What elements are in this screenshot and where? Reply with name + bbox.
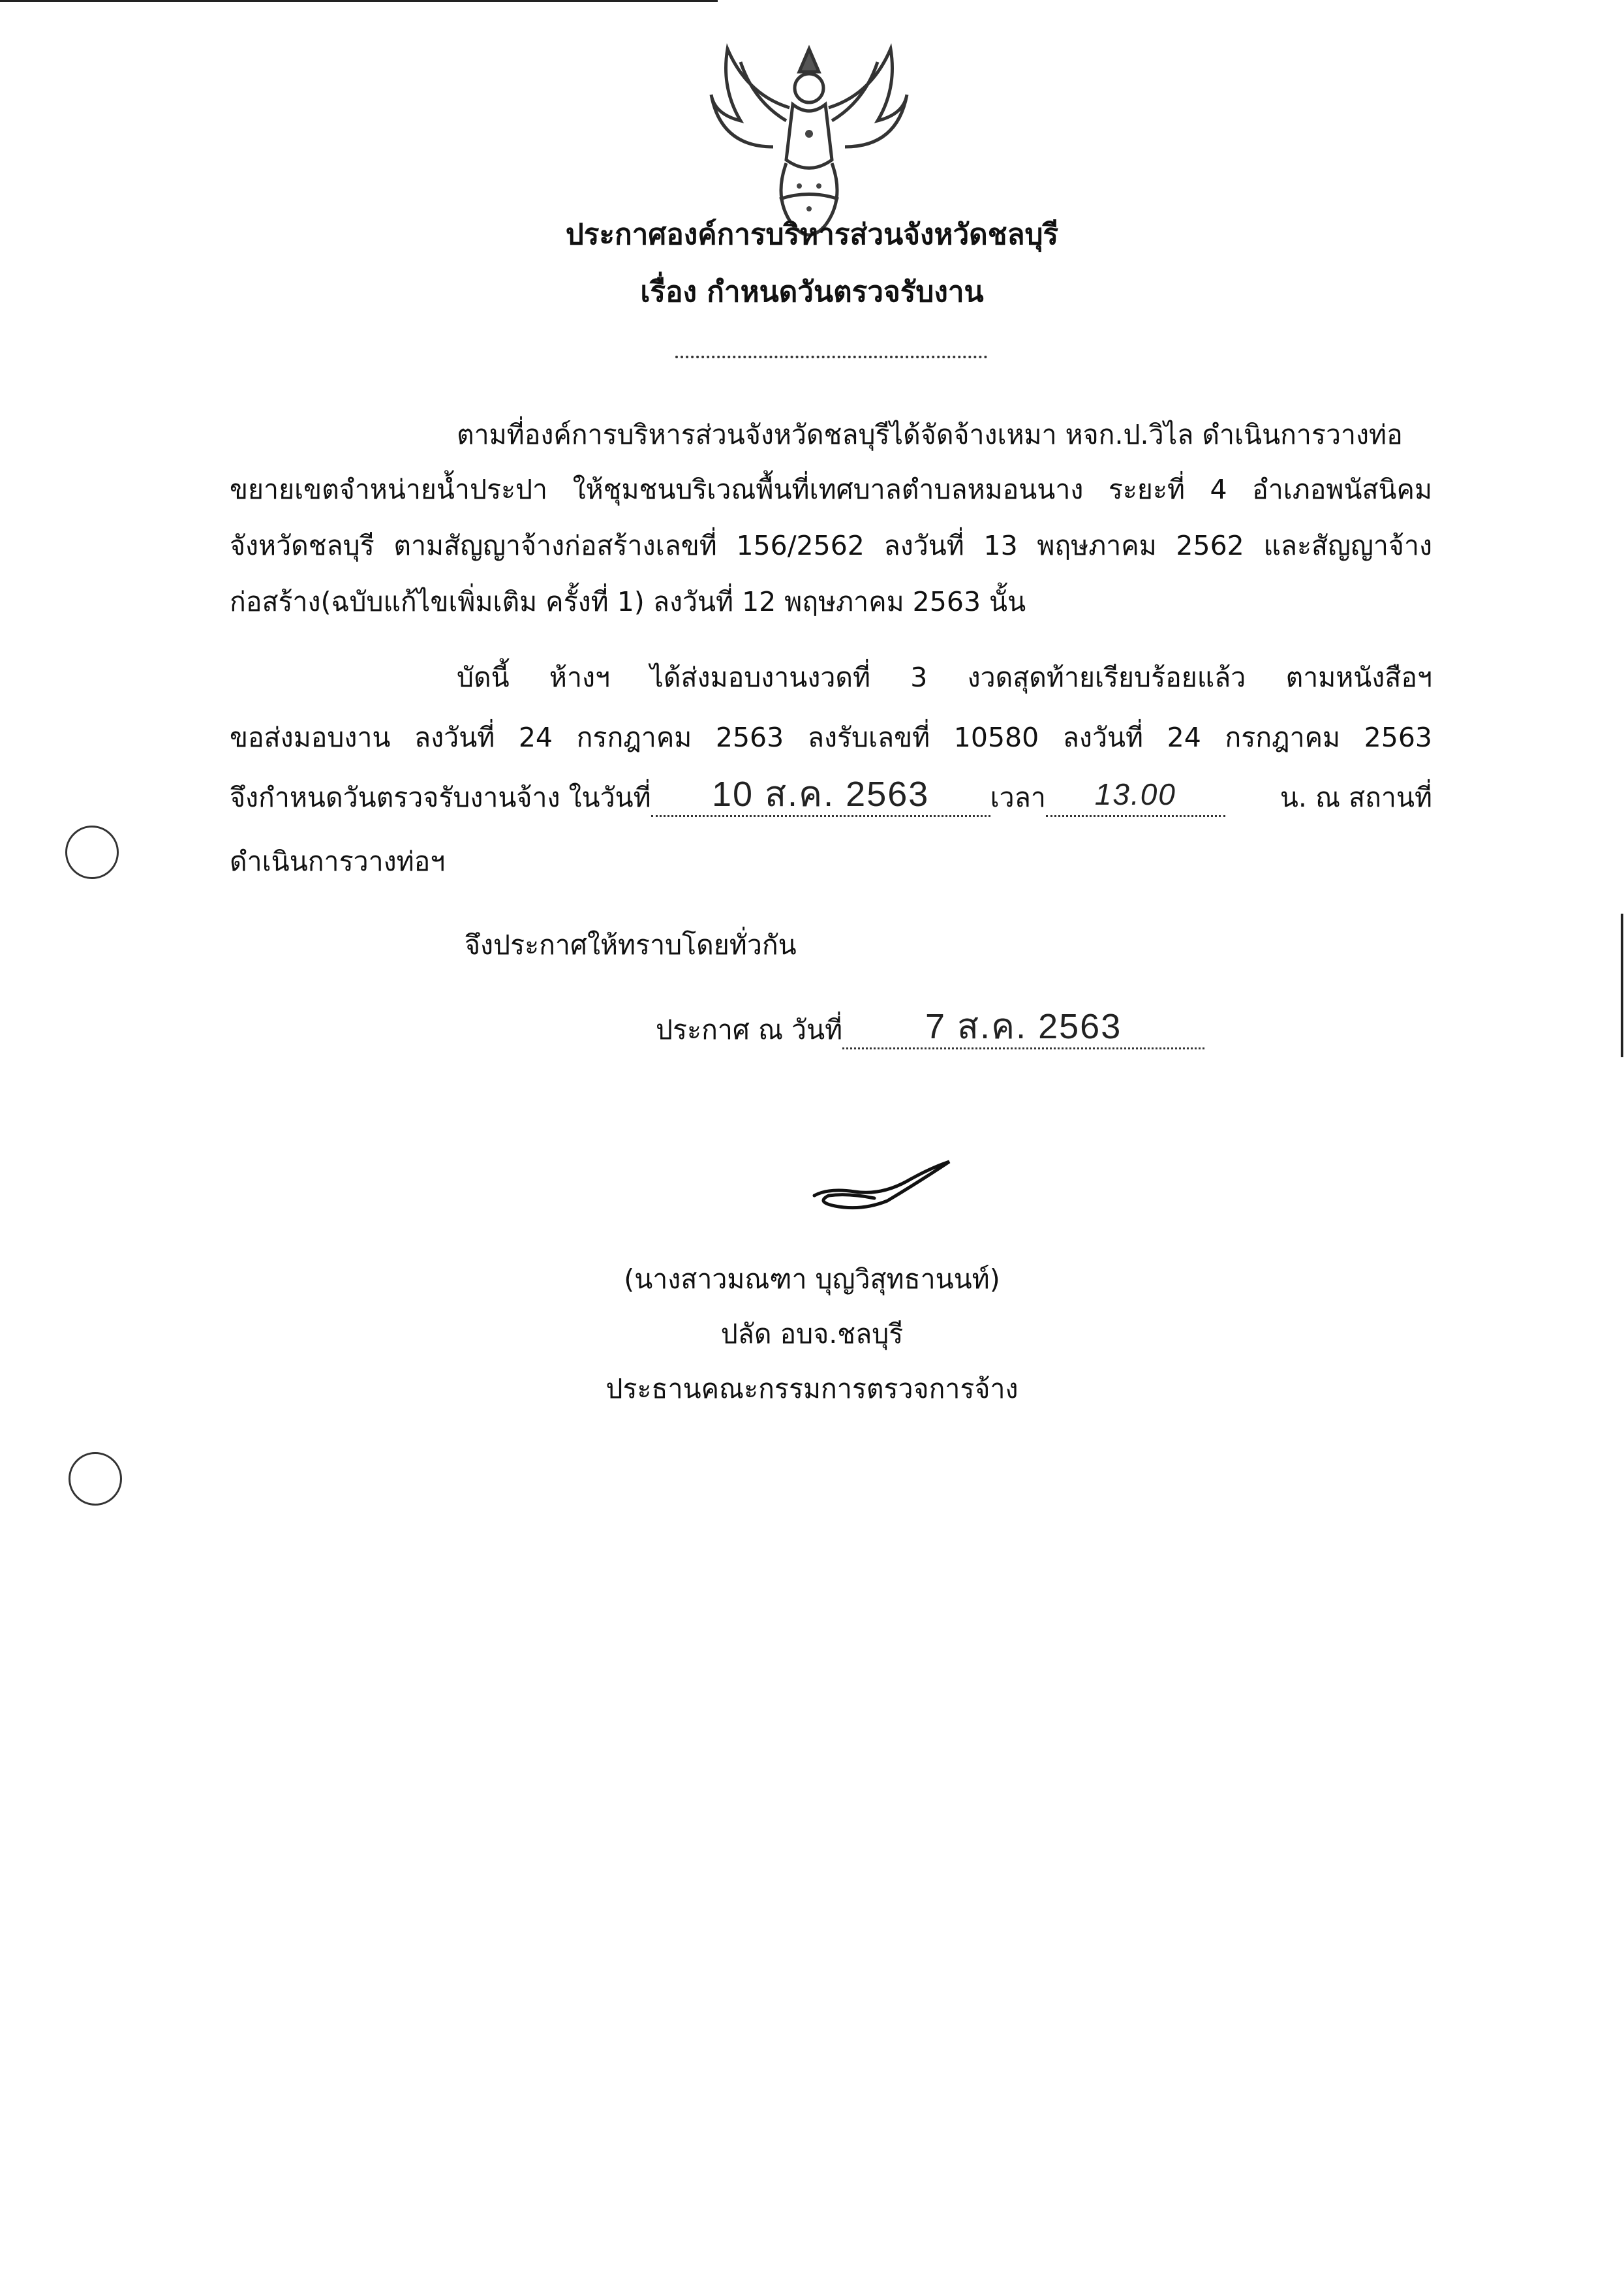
paragraph2-line3: [230, 775, 1432, 817]
paragraph1-line2: ขยายเขตจำหน่ายน้ำประปา ให้ชุมชนบริเวณพื้นที่เทศบาลตำบลหมอนนาง ระยะที่ 4 อำเภอพนัสนิคม: [230, 474, 1432, 505]
punch-hole-bottom: [69, 1452, 122, 1506]
closing-statement: จึงประกาศให้ทราบโดยทั่วกัน: [465, 929, 797, 961]
inspection-time-field: [1046, 777, 1225, 817]
inspection-date-prefix: จึงกำหนดวันตรวจรับงานจ้าง ในวันที่: [230, 782, 651, 813]
announce-date-field: [842, 1007, 1204, 1049]
paragraph2-line4: ดำเนินการวางท่อฯ: [230, 846, 446, 877]
signatory-name: (นางสาวมณฑา บุญวิสุทธานนท์): [624, 1263, 1000, 1295]
paragraph2-line2: ขอส่งมอบงาน ลงวันที่ 24 กรกฎาคม 2563 ลงรับเลขที่ 10580 ลงวันที่ 24 กรกฎาคม 2563: [230, 722, 1432, 753]
paragraph1-line3: จังหวัดชลบุรี ตามสัญญาจ้างก่อสร้างเลขที่ 156/2562 ลงวันที่ 13 พฤษภาคม 2562 และสัญญาจ้าง: [230, 530, 1432, 561]
inspection-date-handwritten: 10 ส.ค. 2563: [712, 775, 930, 814]
paragraph1-line4: ก่อสร้าง(ฉบับแก้ไขเพิ่มเติม ครั้งที่ 1) ลงวันที่ 12 พฤษภาคม 2563 นั้น: [230, 586, 1026, 617]
document-title: ประกาศองค์การบริหารส่วนจังหวัดชลบุรี: [565, 218, 1059, 251]
punch-hole-top: [65, 826, 119, 879]
title-divider: [675, 356, 987, 358]
announce-date-handwritten: 7 ส.ค. 2563: [925, 1007, 1122, 1046]
paragraph2-line1: บัดนี้ ห้างฯ ได้ส่งมอบงานงวดที่ 3 งวดสุดท้ายเรียบร้อยแล้ว ตามหนังสือฯ: [457, 662, 1432, 693]
inspection-date-field: [651, 775, 990, 817]
inspection-time-label: เวลา: [990, 782, 1046, 813]
signatory-position: ปลัด อบจ.ชลบุรี: [720, 1318, 904, 1350]
announce-date-label: ประกาศ ณ วันที่: [656, 1014, 843, 1045]
scan-border-top: [0, 0, 718, 2]
scan-border-right: [1621, 914, 1623, 1057]
inspection-location-suffix: น. ณ สถานที่: [1279, 782, 1432, 813]
signatory-committee-role: ประธานคณะกรรมการตรวจการจ้าง: [605, 1373, 1019, 1404]
announce-date-line: [656, 1007, 1204, 1049]
handwritten-signature: [809, 1155, 959, 1214]
document-subject: เรื่อง กำหนดวันตรวจรับงาน: [640, 275, 984, 309]
inspection-time-handwritten: 13.00: [1094, 777, 1176, 811]
paragraph1-line1: ตามที่องค์การบริหารส่วนจังหวัดชลบุรีได้จัดจ้างเหมา หจก.ป.วิไล ดำเนินการวางท่อ: [457, 419, 1403, 450]
